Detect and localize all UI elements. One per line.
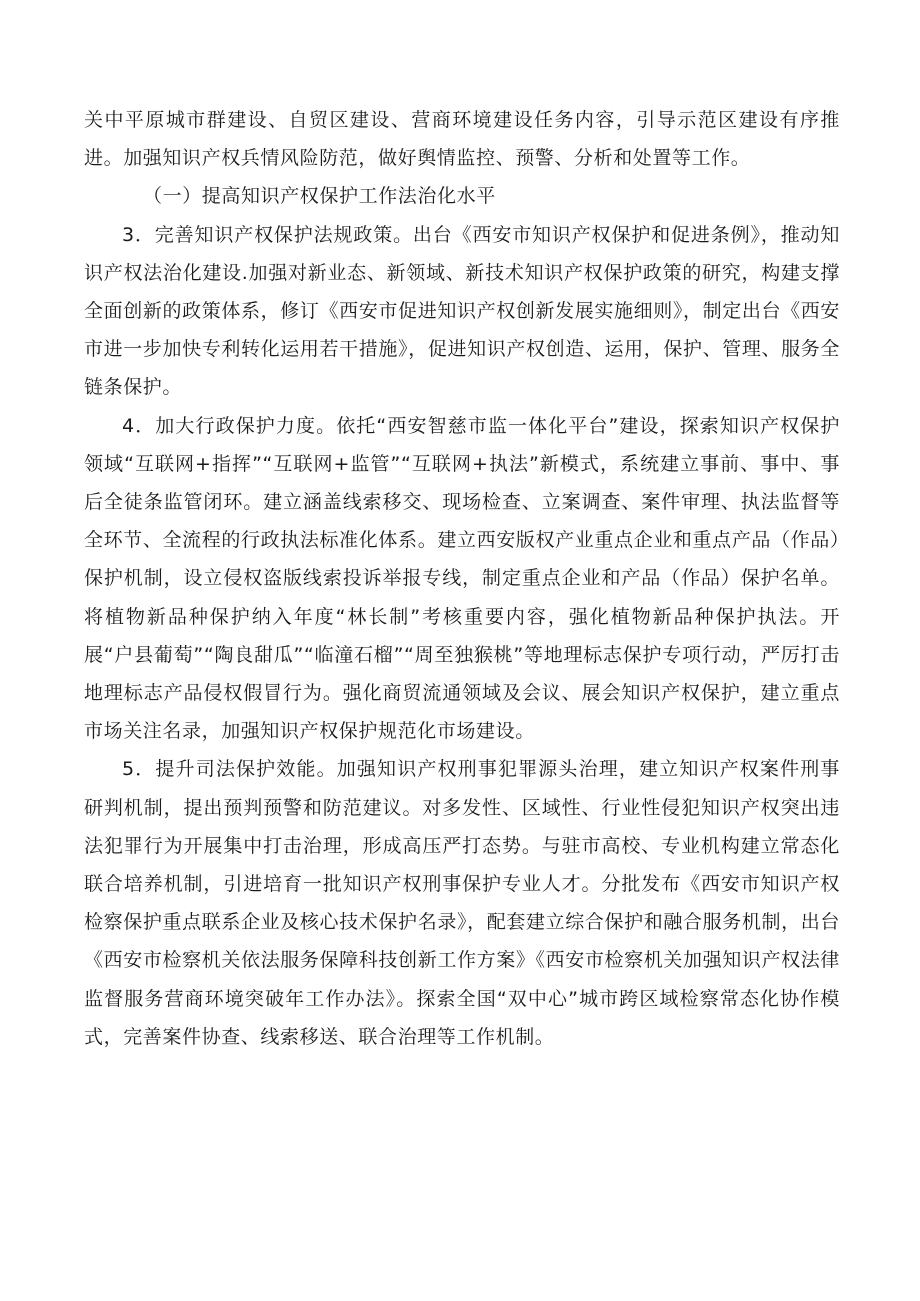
intro-paragraph: 关中平原城市群建设、自贸区建设、营商环境建设任务内容，引导示范区建设有序推进。加强知识产权兵情风险防范，做好舆情监控、预警、分析和处置等工作。 (84, 109, 840, 170)
paragraph-item-5: 5．提升司法保护效能。加强知识产权刑事犯罪源头治理，建立知识产权案件刑事研判机制，提出预判预警和防范建议。对多发性、区域性、行业性侵犯知识产权突出违法犯罪行为开展集中打击治理，形成高压严打态势。与驻市高校、专业机构建立常态化联合培养机制，引进培育一批知识产权刑事保护专业人才。分批发布《西安市知识产权检察保护重点联系企业及核心技术保护名录》，配套建立综合保护和融合服务机制，出台《西安市检察机关依法服务保障科技创新工作方案》《西安市检察机关加强知识产权法律监督服务营商环境突破年工作办法》。探索全国“双中心”城市跨区域检察常态化协作模式，完善案件协查、线索移送、联合治理等工作机制。 (84, 758, 840, 1048)
paragraph-item-3: 3．完善知识产权保护法规政策。出台《西安市知识产权保护和促进条例》，推动知识产权法治化建设.加强对新业态、新领域、新技术知识产权保护政策的研究，构建支撑全面创新的政策体系，修订《西安市促进知识产权创新发展实施细则》，制定出台《西安市进一步加快专利转化运用若干措施》，促进知识产权创造、运用，保护、管理、服务全链条保护。 (84, 223, 840, 399)
paragraph-item-4: 4．加大行政保护力度。依托“西安智慈市监一体化平台”建设，探索知识产权保护领域“互联网+指挥”“互联网+监管”“互联网+执法”新模式，系统建立事前、事中、事后全徒条监管闭环。建立涵盖线索移交、现场检查、立案调查、案件审理、执法监督等全环节、全流程的行政执法标准化体系。建立西安版权产业重点企业和重点产品（作品）保护机制，设立侵权盗版线索投诉举报专线，制定重点企业和产品（作品）保护名单。将植物新品种保护纳入年度“林长制”考核重要内容，强化植物新品种保护执法。开展“户县葡萄”“陶良甜瓜”“临潼石榴”“周至独猴桃”等地理标志保护专项行动，严厉打击地理标志产品侵权假冒行为。强化商贸流通领域及会议、展会知识产权保护，建立重点市场关注名录，加强知识产权保护规范化市场建设。 (84, 414, 840, 743)
section-heading: （一）提高知识产权保护工作法治化水平 (143, 185, 496, 208)
document-body (84, 101, 840, 1056)
